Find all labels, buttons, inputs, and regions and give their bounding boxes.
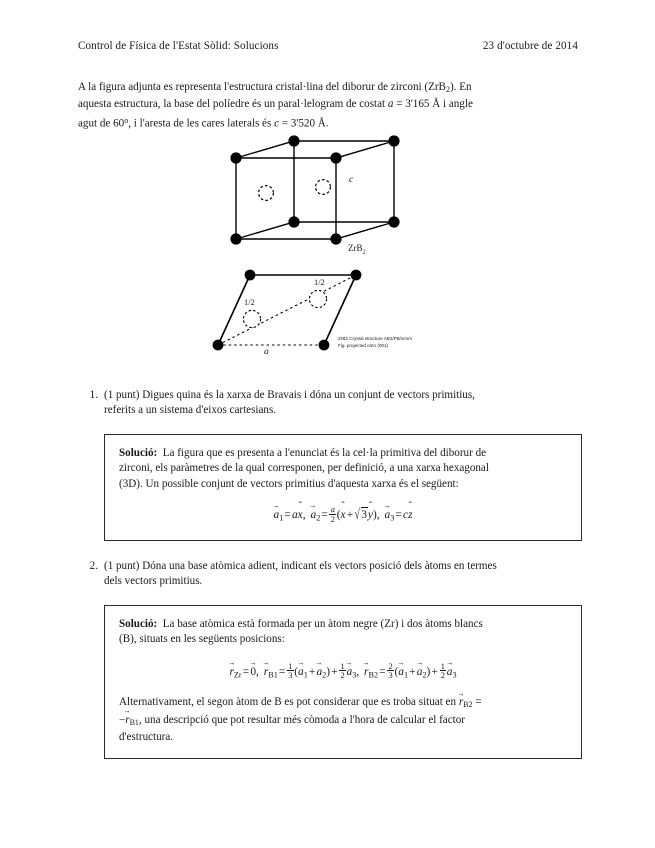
- figure-label-half-left: 1/2: [244, 298, 255, 307]
- eq1-a1-xhat: ˆ x: [298, 508, 303, 523]
- zr-atom: [388, 135, 399, 146]
- alt-rb1-sub: B1: [129, 718, 139, 728]
- eq1-a2-equals: =: [321, 509, 328, 522]
- figure-label-zrb2-sub: 2: [362, 248, 366, 256]
- zr-atom: [319, 340, 330, 351]
- page-header: [78, 40, 578, 52]
- eq2-rb1-plus-2: +: [331, 665, 338, 678]
- solution-box-1: [104, 434, 582, 541]
- b-atom: [243, 310, 260, 327]
- question-1-points: (1 punt): [104, 389, 140, 401]
- zr-atom: [245, 270, 256, 281]
- eq2-rb2-f1-den: 3: [388, 670, 393, 681]
- solution-box-2: [104, 605, 582, 759]
- eq2-rb1-a3: → a: [346, 665, 352, 680]
- eq1-a1-sub: 1: [279, 513, 284, 523]
- figure-label-c: c: [349, 175, 354, 185]
- intro-line-1-text: A la figura adjunta es representa l'estructura cristal·lina del diborur de zirconi (ZrB: [78, 81, 446, 93]
- eq2-rb1-vector: → r: [264, 665, 268, 680]
- eq1-sep-1: ,: [302, 509, 306, 522]
- alt-rb1-vector: → r: [125, 713, 129, 728]
- eq2-zero-vector: → 0: [250, 665, 256, 680]
- question-1-number: 1.: [89, 389, 98, 401]
- eq2-rb1-a3-sub: 3: [352, 670, 357, 680]
- alt-rb2-vector: → r: [459, 695, 463, 710]
- eq2-rb2-a3: → a: [447, 665, 453, 680]
- solution-2-line-1: [119, 617, 567, 632]
- eq1-a2-fraction: [329, 505, 336, 524]
- eq1-sep-2: ,: [376, 509, 380, 522]
- eq2-rb2-a1-sub: 1: [403, 670, 409, 680]
- solution-1-text-1: La figura que es presenta a l'enunciat és la cel·la primitiva del diborur de: [162, 447, 487, 459]
- b-atom: [309, 290, 326, 307]
- eq1-a2-vector: → a: [311, 508, 317, 523]
- lattice-param-c: c: [274, 116, 279, 129]
- eq2-rb2-equals: =: [379, 665, 386, 678]
- eq1-sqrt-radicand: 3: [361, 507, 368, 523]
- zr-atom: [388, 216, 399, 227]
- base-diagonal-dashed: [218, 275, 356, 345]
- intro-line-1-tail: ). En: [449, 81, 472, 93]
- eq1-a2-open-paren: (: [336, 509, 341, 522]
- eq2-rb1-f2-num: 1: [340, 660, 345, 671]
- question-2: [78, 559, 578, 589]
- eq1-a3-sub: 3: [390, 513, 395, 523]
- solution-2-line-2: (B), situats en les següents posicions:: [119, 633, 285, 646]
- solution-1-text: [119, 446, 567, 492]
- base-b-atoms: [243, 290, 326, 327]
- eq1-a1-equals: =: [284, 509, 291, 522]
- intro-line-3-tail: = 3'520 Å.: [279, 116, 329, 129]
- eq2-rb1-sub: B1: [268, 670, 278, 680]
- zr-atom: [330, 152, 341, 163]
- eq2-rb1-close: ): [326, 665, 331, 678]
- eq2-sep-2: ,: [356, 665, 360, 678]
- cell-bottom-face: [236, 222, 394, 239]
- intro-line-2-text: aquesta estructura, la base del políedre és un paral·lelogram de costat: [78, 98, 388, 111]
- document-title: Control de Física de l'Estat Sòlid: Solucions: [78, 40, 279, 52]
- solution-1-line-3: (3D). Un possible conjunt de vectors primitius d'aquesta xarxa és el següent:: [119, 477, 459, 490]
- zrb2-subscript: 2: [445, 85, 450, 95]
- solution-2-alt-text-1b: =: [472, 696, 482, 709]
- eq2-rb2-plus-2: +: [431, 665, 438, 678]
- intro-paragraph: [78, 80, 578, 131]
- eq1-a3-coef: c: [403, 509, 409, 522]
- eq1-a2-frac-num: a: [330, 503, 335, 514]
- eq2-rb2-frac-2: [440, 662, 447, 681]
- document-date: 23 d'octubre de 2014: [482, 40, 578, 52]
- alt-rb2-sub: B2: [463, 700, 473, 710]
- eq2-rb1-a2: → a: [316, 665, 322, 680]
- figure-label-zrb2-base: ZrB: [348, 243, 363, 253]
- intro-line-1: [78, 80, 578, 97]
- question-1: [78, 388, 578, 418]
- eq2-rb1-open: (: [294, 665, 298, 678]
- question-2-number: 2.: [89, 560, 98, 572]
- intro-line-3: [78, 113, 578, 132]
- intro-line-3-mid: , i l'aresta de les cares laterals és: [128, 116, 275, 129]
- eq1-sqrt-sign: √: [354, 507, 361, 523]
- solution-2-alt-line-1: [119, 695, 567, 713]
- eq2-rb1-a1: → a: [298, 665, 304, 680]
- figure-caption-line-1: ZrB2 Crystal structure AB2/P6/mmm: [338, 336, 413, 341]
- eq1-a2-plus: +: [346, 509, 354, 522]
- base-edge-right: [324, 275, 356, 345]
- figure-label-a: a: [264, 347, 269, 357]
- eq1-a1-vector: → a: [273, 508, 279, 523]
- solution-2-alt-text-1: Alternativament, el segon àtom de B es pot considerar que es troba situat en: [119, 696, 459, 709]
- intro-line-2-tail: = 3'165 Å i angle: [393, 98, 473, 111]
- zr-atom: [330, 233, 341, 244]
- solution-1-line-1: [119, 446, 567, 461]
- eq1-a2-frac-den: 2: [330, 513, 335, 524]
- eq2-rb2-a2: → a: [417, 665, 423, 680]
- solution-2-alt-text-2: , una descripció que pot resultar més còmoda a l'hora de calcular el factor: [138, 713, 465, 726]
- lattice-param-a: a: [387, 98, 394, 111]
- eq2-rzr-equals: =: [242, 665, 250, 678]
- zr-atom: [288, 135, 299, 146]
- crystal-figure-svg: [196, 133, 436, 365]
- base-dashed-edges: [218, 275, 356, 345]
- primitive-vectors-equation: [119, 505, 567, 526]
- eq2-rb2-open: (: [394, 665, 399, 678]
- solution-2-alt-line-2: [119, 713, 567, 731]
- eq2-rb2-a2-sub: 2: [422, 670, 427, 680]
- question-2-text-1: Dóna una base atòmica adient, indicant els vectors posició dels àtoms en termes: [142, 560, 497, 572]
- solution-2-label: Solució:: [119, 618, 158, 630]
- eq2-rb1-f2-den: 2: [340, 670, 345, 681]
- eq2-rb1-a2-sub: 2: [322, 670, 327, 680]
- eq1-a3-vector: → a: [385, 508, 391, 523]
- question-1-line-1: [104, 388, 578, 403]
- eq2-rb2-close: ): [426, 665, 431, 678]
- basis-positions-equation: [119, 662, 567, 683]
- solution-2-alt-line-3: d'estructura.: [119, 731, 174, 744]
- eq2-rb2-plus: +: [409, 665, 416, 678]
- eq2-rb2-vector: → r: [364, 665, 368, 680]
- eq2-rb2-a3-sub: 3: [452, 670, 457, 680]
- eq2-rzr-sub: Zr: [233, 670, 242, 680]
- b-atom: [316, 180, 331, 195]
- question-2-line-1: [104, 559, 578, 574]
- question-1-body: [104, 388, 578, 418]
- figure-label-half-right: 1/2: [314, 278, 325, 287]
- alt-minus-sign: −: [119, 713, 126, 726]
- eq1-a2-xhat: ˆ x: [341, 508, 346, 523]
- eq2-rb1-plus: +: [308, 665, 316, 678]
- zr-atom: [230, 152, 241, 163]
- base-edge-left: [218, 275, 250, 345]
- eq2-sep-1: ,: [256, 665, 259, 678]
- eq2-rb2-frac-1: [387, 662, 394, 681]
- zr-atom: [351, 270, 362, 281]
- crystal-structure-figure: [196, 133, 436, 365]
- question-2-line-2: dels vectors primitius.: [104, 575, 203, 588]
- question-2-body: [104, 559, 578, 589]
- eq2-rzr-vector: → r: [229, 665, 233, 680]
- degree-symbol: o: [124, 115, 129, 125]
- eq2-rb1-equals: =: [278, 665, 286, 678]
- zr-atom: [288, 216, 299, 227]
- eq2-rb2-sub: B2: [368, 670, 379, 680]
- eq2-rb1-f1-num: 1: [288, 660, 293, 671]
- figure-caption-line-2: Fig. projected onto (001): [338, 343, 389, 348]
- intro-line-2: [78, 97, 578, 112]
- figure-label-zrb2: [348, 243, 366, 256]
- eq2-rb2-f2-num: 1: [440, 660, 445, 671]
- solution-2-text-1: La base atòmica està formada per un àtom negre (Zr) i dos àtoms blancs: [162, 618, 483, 630]
- question-1-line-2: referits a un sistema d'eixos cartesians.: [104, 404, 277, 417]
- eq2-rb2-f1-num: 2: [388, 660, 393, 671]
- eq2-rb1-f1-den: 3: [288, 670, 293, 681]
- eq2-rb1-frac-1: [287, 662, 294, 681]
- zr-atom: [213, 340, 224, 351]
- zr-atom: [230, 233, 241, 244]
- eq1-a1-coef: a: [291, 509, 298, 522]
- question-1-text-1: Digues quina és la xarxa de Bravais i dóna un conjunt de vectors primitius,: [142, 389, 475, 401]
- solution-2-text: [119, 617, 567, 648]
- intro-line-3-text: agut de 60: [78, 116, 125, 129]
- eq2-rb1-a1-sub: 1: [303, 670, 308, 680]
- eq2-rb2-a1: → a: [398, 665, 404, 680]
- eq1-a2-close-paren: ): [372, 509, 377, 522]
- eq1-a3-equals: =: [395, 509, 402, 522]
- eq2-rb2-f2-den: 2: [440, 670, 445, 681]
- solution-2-alt-text: [119, 695, 567, 745]
- cell-top-face: [236, 141, 394, 158]
- solution-1-line-2: zirconi, els paràmetres de la qual corresponen, per definició, a una xarxa hexagonal: [119, 462, 489, 475]
- question-2-points: (1 punt): [104, 560, 140, 572]
- solution-1-label: Solució:: [119, 447, 158, 459]
- eq1-a2-yhat: ˆ y: [368, 508, 373, 523]
- eq1-a2-sub: 2: [316, 513, 321, 523]
- b-atom: [259, 186, 274, 201]
- eq1-a3-zhat: ˆ z: [408, 508, 412, 523]
